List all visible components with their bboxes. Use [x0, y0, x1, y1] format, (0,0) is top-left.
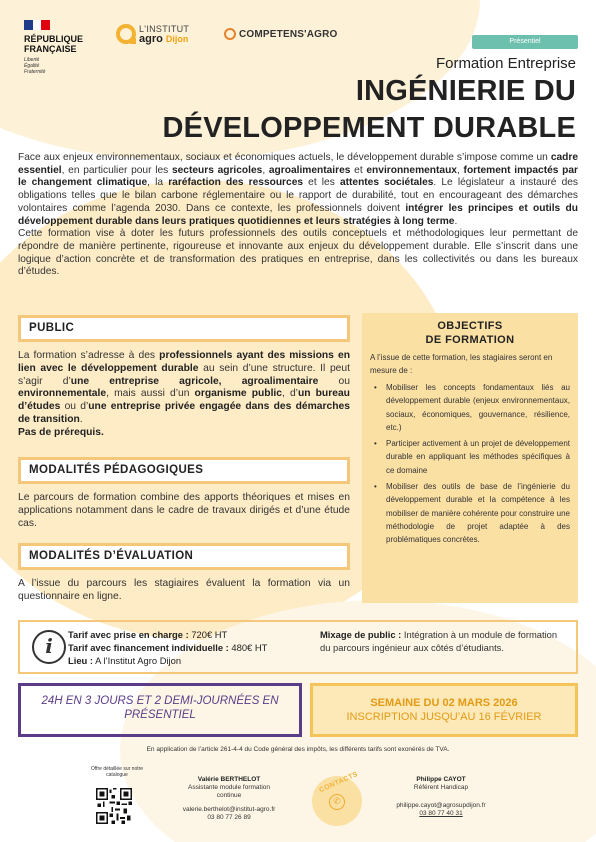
competens-icon	[224, 28, 236, 40]
list-item: • Mobiliser les concepts fondamentaux liés au développement durable (enjeux environnementaux, sociaux, économiques, gouvernance, résilience, etc.)	[370, 381, 570, 434]
intro-paragraph-2: Cette formation vise à doter les futurs professionnels des outils conceptuels et méthodologiques leur permettant de répondre de manière pertinente, rigoureuse et innovante aux enjeux du développement durable. Elle s’inscrit dans une logique d’action concrète et de transformation des pratiques en entreprise, dans les collectivités ou dans les bureaux d’études.	[18, 228, 578, 278]
republique-francaise-logo	[24, 20, 104, 75]
contact-cayot: Philippe CAYOT Référent Handicap philippe.cayot@agrosupdijon.fr 03 80 77 40 31	[374, 776, 508, 818]
page-title-line1: INGÉNIERIE DU	[355, 75, 576, 107]
session-dates-box: SEMAINE DU 02 MARS 2026 INSCRIPTION JUSQU’AU 16 FÉVRIER	[310, 683, 578, 737]
french-flag-icon	[24, 20, 50, 30]
qr-code-icon[interactable]	[96, 788, 132, 824]
contact-email-link[interactable]: valerie.berthelot@institut-agro.fr	[182, 806, 276, 813]
qr-label: Offre détaillée sur notre catalogue	[90, 766, 144, 778]
contact-phone-link[interactable]: 03 80 77 40 31	[419, 810, 463, 817]
public-heading: PUBLIC	[18, 315, 350, 342]
tarif-box	[18, 620, 578, 674]
objectifs-title: OBJECTIFS DE FORMATION	[425, 320, 515, 346]
modalites-pedagogiques-text: Le parcours de formation combine des apports théoriques et mises en applications notamment dans le cadre de travaux dirigés et d’une étude cas.	[18, 492, 350, 529]
tarif-details: Tarif avec prise en charge : 720€ HT Tarif avec financement individuelle : 480€ HT Lieu : A l’Institut Agro Dijon	[68, 629, 268, 666]
intro-text: Face aux enjeux environnementaux, sociaux et économiques actuels, le développement durable s’impose comme un cadre essentiel, en particulier pour les secteurs agricoles, agroalimentaires et environnementaux, fortement impactés par le changement climatique, la raréfaction des ressources et les attentes sociétales. Le législateur a instauré des obligations telles que le bilan carbone réglementaire ou le rapport de durabilité, tout en encourageant des démarches volontaires comme l’agenda 2030. Dans ce contexte, les professionnels doivent intégrer les principes et outils du développement durable dans leurs pratiques quotidiennes et leurs stratégies à long terme. Cette formation vise à doter les futurs professionnels des outils conceptuels et méthodologiques leur permettant de répondre de manière pertinente, rigoureuse et innovante aux enjeux du développement durable. Elle s’inscrit dans une logique d’action concrète et de transformation des pratiques en entreprise, dans les collectivités ou dans les bureaux d’études.	[18, 152, 579, 278]
institut-agro-logo: L'INSTITUT agro Dijon	[116, 24, 189, 44]
contact-berthelot: Valérie BERTHELOT Assistante module formation continue valerie.berthelot@institut-agro.fr 03 80 77 26 89	[166, 776, 292, 822]
contacts-label: CONTACTS	[318, 770, 360, 795]
agro-logo-icon	[116, 24, 136, 44]
rf-title: RÉPUBLIQUE FRANÇAISE	[24, 34, 84, 54]
contact-email-link[interactable]: philippe.cayot@agrosupdijon.fr	[396, 802, 486, 809]
page-title-line2: DÉVELOPPEMENT DURABLE	[162, 112, 576, 144]
competens-agro-logo: COMPETENS'AGRO	[224, 28, 338, 40]
prerequis: Pas de prérequis.	[18, 426, 104, 438]
modalites-evaluation-text: A l’issue du parcours les stagiaires évaluent la formation via un questionnaire en ligne.	[18, 578, 350, 602]
objectifs-panel	[362, 313, 578, 603]
legal-notice: En application de l’article 261-4-4 du Code général des impôts, les différents tarifs sont exonérés de TVA.	[146, 746, 450, 753]
phone-icon: ✆	[329, 794, 345, 810]
list-item: • Mobiliser des outils de base de l’ingénierie du développement durable et la compétence à les mobiliser de manière cohérente pour construire une méthodologie de projet adaptée à des problématiques concrètes.	[370, 480, 570, 546]
modalites-pedagogiques-heading: MODALITÉS PÉDAGOGIQUES	[18, 457, 350, 484]
objectifs-intro: A l’issue de cette formation, les stagiaires seront en mesure de :	[370, 353, 553, 375]
objectifs-list	[370, 381, 570, 547]
formation-type: Formation Entreprise	[435, 55, 576, 72]
modalites-evaluation-heading: MODALITÉS D’ÉVALUATION	[18, 543, 350, 570]
list-item: • Participer activement à un projet de développement durable en appliquant les méthodes spécifiques à ce domaine	[370, 437, 570, 477]
info-icon: i	[32, 630, 66, 664]
mixage-public: Mixage de public : Intégration à un module de formation du parcours ingénieur aux côtés d’étudiants.	[320, 629, 558, 653]
public-text: La formation s’adresse à des professionnels ayant des missions en lien avec le développement durable au sein d’une structure. Il peut s’agir d’une entreprise agricole, agroalimentaire ou environnementale, mais aussi d’un organisme public, d’un bureau d’études ou d’une entreprise privée engagée dans des démarches de transition. Pas de prérequis.	[18, 350, 350, 438]
rf-motto: Liberté Égalité Fraternité	[24, 57, 46, 75]
duree-box: 24H EN 3 JOURS ET 2 DEMI-JOURNÉES EN PRÉSENTIEL	[18, 683, 302, 737]
format-badge: Présentiel	[472, 35, 578, 49]
